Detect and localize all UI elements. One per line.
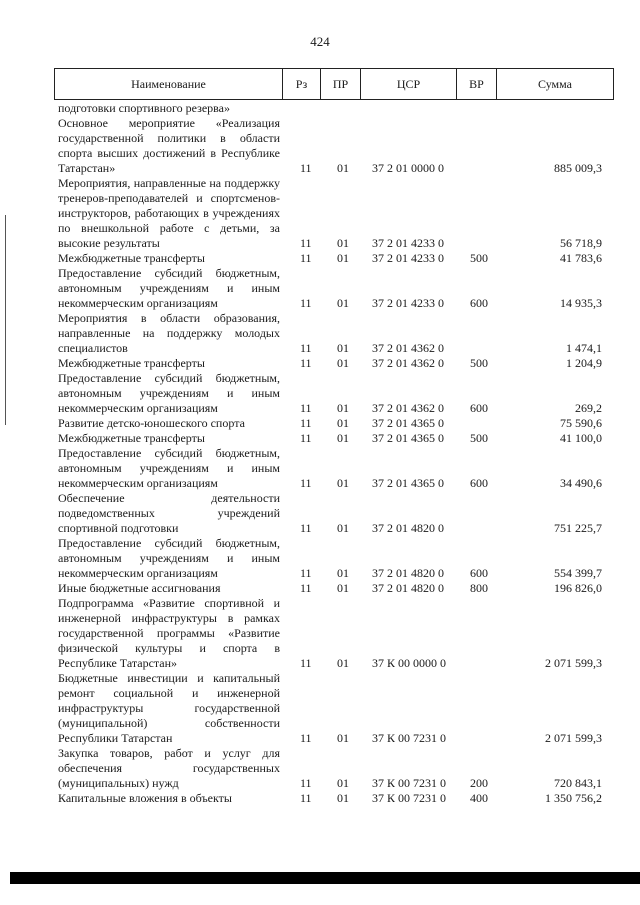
row-pr: 01 [337, 296, 349, 310]
row-rz: 11 [300, 656, 312, 670]
row-sum: 41 100,0 [560, 431, 602, 445]
row-vr: 600 [470, 296, 488, 310]
table-body [0, 101, 640, 806]
row-sum: 720 843,1 [554, 776, 602, 790]
row-pr: 01 [337, 251, 349, 265]
table-row [0, 176, 640, 251]
row-csr: 37 2 01 4365 0 [372, 476, 444, 490]
row-name: Межбюджетные трансферты [58, 251, 205, 265]
row-csr: 37 2 01 4233 0 [372, 236, 444, 250]
row-sum: 56 718,9 [560, 236, 602, 250]
row-pr: 01 [337, 776, 349, 790]
table-row [0, 431, 640, 446]
row-sum: 75 590,6 [560, 416, 602, 430]
row-rz: 11 [300, 431, 312, 445]
row-rz: 11 [300, 776, 312, 790]
table-row [0, 371, 640, 416]
table-row [0, 101, 640, 116]
row-name: Предоставление субсидий бюджетным, автономным учреждениям и иным некоммерческим организациям [58, 371, 280, 415]
row-name: Межбюджетные трансферты [58, 431, 205, 445]
table-row [0, 581, 640, 596]
row-vr: 600 [470, 566, 488, 580]
row-vr: 200 [470, 776, 488, 790]
page-number: 424 [310, 34, 330, 49]
table-row [0, 746, 640, 791]
scan-bottom-bar [10, 872, 640, 884]
table-row [0, 446, 640, 491]
row-csr: 37 2 01 4233 0 [372, 251, 444, 265]
row-rz: 11 [300, 581, 312, 595]
row-pr: 01 [337, 431, 349, 445]
row-name: Предоставление субсидий бюджетным, автономным учреждениям и иным некоммерческим организациям [58, 266, 280, 310]
row-csr: 37 2 01 4820 0 [372, 581, 444, 595]
row-rz: 11 [300, 341, 312, 355]
row-vr: 500 [470, 431, 488, 445]
table-row [0, 266, 640, 311]
row-csr: 37 К 00 7231 0 [372, 776, 447, 790]
row-rz: 11 [300, 296, 312, 310]
header-csr: ЦСР [361, 69, 457, 99]
row-sum: 554 399,7 [554, 566, 602, 580]
row-pr: 01 [337, 656, 349, 670]
row-name: Бюджетные инвестиции и капитальный ремонт социальной и инженерной инфраструктуры государственной (муниципальной) собственности Республики Татарстан [58, 671, 280, 745]
row-vr: 600 [470, 401, 488, 415]
row-sum: 1 204,9 [566, 356, 602, 370]
row-csr: 37 2 01 4365 0 [372, 416, 444, 430]
row-csr: 37 2 01 4233 0 [372, 296, 444, 310]
table-row [0, 596, 640, 671]
row-rz: 11 [300, 731, 312, 745]
row-rz: 11 [300, 521, 312, 535]
row-csr: 37 2 01 4362 0 [372, 401, 444, 415]
row-name: Мероприятия в области образования, направленные на поддержку молодых специалистов [58, 311, 280, 355]
header-sum: Сумма [538, 76, 572, 91]
row-pr: 01 [337, 356, 349, 370]
row-vr: 500 [470, 251, 488, 265]
row-name: Предоставление субсидий бюджетным, автономным учреждениям и иным некоммерческим организациям [58, 536, 280, 580]
row-sum: 751 225,7 [554, 521, 602, 535]
table-header [54, 68, 614, 100]
row-vr: 400 [470, 791, 488, 805]
row-rz: 11 [300, 161, 312, 175]
row-name: Межбюджетные трансферты [58, 356, 205, 370]
row-name: Капитальные вложения в объекты [58, 791, 232, 805]
header-rz: Рз [283, 69, 321, 99]
row-rz: 11 [300, 236, 312, 250]
row-csr: 37 К 00 7231 0 [372, 731, 447, 745]
row-vr: 600 [470, 476, 488, 490]
row-pr: 01 [337, 476, 349, 490]
table-row [0, 671, 640, 746]
row-sum: 2 071 599,3 [545, 656, 602, 670]
row-sum: 1 474,1 [566, 341, 602, 355]
row-sum: 269,2 [575, 401, 602, 415]
row-csr: 37 2 01 4820 0 [372, 566, 444, 580]
row-sum: 41 783,6 [560, 251, 602, 265]
table-row [0, 491, 640, 536]
row-csr: 37 К 00 7231 0 [372, 791, 447, 805]
row-csr: 37 2 01 0000 0 [372, 161, 444, 175]
header-pr: ПР [321, 69, 361, 99]
row-rz: 11 [300, 566, 312, 580]
row-csr: 37 2 01 4365 0 [372, 431, 444, 445]
row-pr: 01 [337, 401, 349, 415]
row-pr: 01 [337, 236, 349, 250]
row-name: Обеспечение деятельности подведомственных учреждений спортивной подготовки [58, 491, 280, 535]
row-name: Закупка товаров, работ и услуг для обеспечения государственных (муниципальных) нужд [58, 746, 280, 790]
row-sum: 885 009,3 [554, 161, 602, 175]
header-name: Наименование [55, 69, 283, 99]
table-row [0, 356, 640, 371]
row-rz: 11 [300, 476, 312, 490]
row-pr: 01 [337, 731, 349, 745]
row-pr: 01 [337, 566, 349, 580]
row-name: Иные бюджетные ассигнования [58, 581, 221, 595]
row-pr: 01 [337, 341, 349, 355]
row-csr: 37 2 01 4362 0 [372, 341, 444, 355]
row-vr: 800 [470, 581, 488, 595]
row-name: Предоставление субсидий бюджетным, автономным учреждениям и иным некоммерческим организациям [58, 446, 280, 490]
row-csr: 37 2 01 4362 0 [372, 356, 444, 370]
row-sum: 196 826,0 [554, 581, 602, 595]
table-row [0, 251, 640, 266]
table-row [0, 536, 640, 581]
row-vr: 500 [470, 356, 488, 370]
row-rz: 11 [300, 251, 312, 265]
row-csr: 37 2 01 4820 0 [372, 521, 444, 535]
row-sum: 2 071 599,3 [545, 731, 602, 745]
row-name: Развитие детско-юношеского спорта [58, 416, 245, 430]
row-name: Подпрограмма «Развитие спортивной и инженерной инфраструктуры в рамках государственной программы «Развитие физической культуры и спорта в Республике Татарстан» [58, 596, 280, 670]
row-name: Основное мероприятие «Реализация государственной политики в области спорта высших достижений в Республике Татарстан» [58, 116, 280, 175]
row-pr: 01 [337, 521, 349, 535]
table-row [0, 416, 640, 431]
row-csr: 37 К 00 0000 0 [372, 656, 447, 670]
row-name: Мероприятия, направленные на поддержку тренеров-преподавателей и спортсменов-инструкторов, работающих в учреждениях по внешкольной работе с детьми, за высокие результаты [58, 176, 280, 250]
row-rz: 11 [300, 401, 312, 415]
row-rz: 11 [300, 791, 312, 805]
row-rz: 11 [300, 356, 312, 370]
row-sum: 1 350 756,2 [545, 791, 602, 805]
header-vr: ВР [457, 69, 497, 99]
table-row [0, 791, 640, 806]
row-pr: 01 [337, 416, 349, 430]
row-pr: 01 [337, 581, 349, 595]
row-sum: 34 490,6 [560, 476, 602, 490]
row-pr: 01 [337, 161, 349, 175]
row-rz: 11 [300, 416, 312, 430]
table-row [0, 311, 640, 356]
row-sum: 14 935,3 [560, 296, 602, 310]
row-pr: 01 [337, 791, 349, 805]
row-name: подготовки спортивного резерва» [58, 101, 230, 115]
table-row [0, 116, 640, 176]
